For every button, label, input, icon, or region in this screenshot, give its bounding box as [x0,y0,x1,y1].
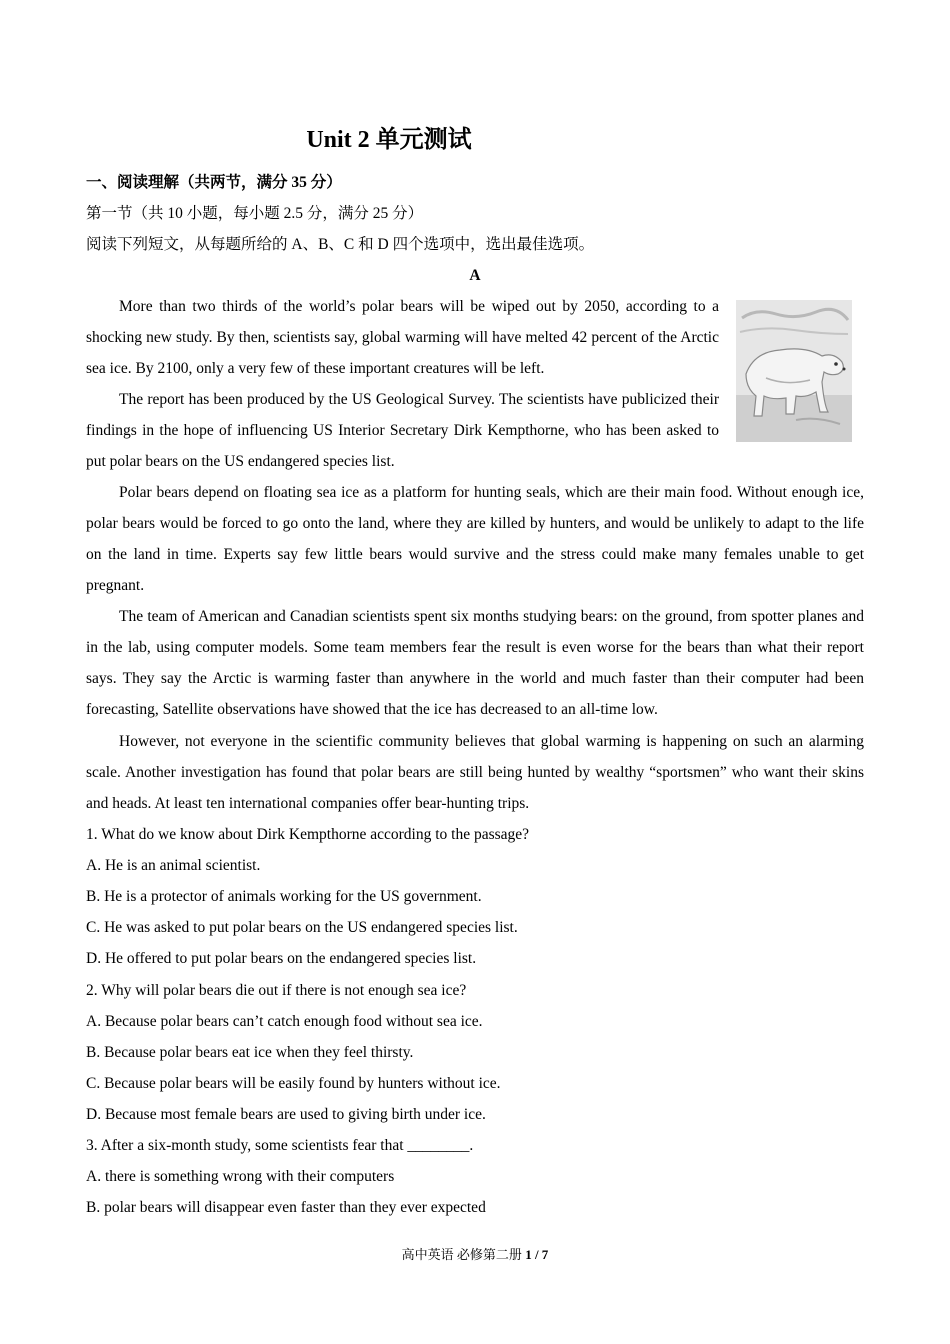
answer-option: D. Because most female bears are used to giving birth under ice. [86,1106,486,1123]
answer-option: A. there is something wrong with their computers [86,1168,395,1185]
part-heading: 第一节（共 10 小题，每小题 2.5 分，满分 25 分） [86,205,424,222]
footer-text: 高中英语 必修第二册 [401,1247,522,1262]
answer-option: C. Because polar bears will be easily found by hunters without ice. [86,1075,501,1092]
answer-option: A. He is an animal scientist. [86,857,261,874]
answer-option: D. He offered to put polar bears on the endangered species list. [86,950,477,967]
instructions: 阅读下列短文，从每题所给的 A、B、C 和 D 四个选项中，选出最佳选项。 [86,236,595,253]
answer-option: B. He is a protector of animals working for the US government. [86,888,482,905]
answer-option: A. Because polar bears can’t catch enough food without sea ice. [86,1013,483,1030]
paragraph: The team of American and Canadian scientists spent six months studying bears: on the ground, from spotter planes and in the lab, using computer models. Some team members fear the result is even worse for the bears than what their report says. They say the Arctic is warming faster than anywhere in the world and much faster than their computer had been forecasting, Satellite observations have showed that the ice has decreased to an all-time low. [86,608,864,718]
section-heading: 一、阅读理解（共两节，满分 35 分） [86,174,342,191]
question-stem: 1. What do we know about Dirk Kempthorne according to the passage? [86,826,530,843]
polar-bear-photo [736,300,852,442]
paragraph: The report has been produced by the US Geological Survey. The scientists have publicized their findings in the hope of influencing US Interior Secretary Dirk Kempthorne, who has been asked to put polar bears on the US endangered species list. [86,391,719,470]
paragraph: However, not everyone in the scientific community believes that global warming is happening on such an alarming scale. Another investigation has found that polar bears are still being hunted by wealthy “sportsmen” who want their skins and heads. At least ten international companies offer bear-hunting trips. [86,733,864,812]
page-number: 1 / 7 [525,1247,549,1262]
passage-label: A [469,267,481,284]
answer-option: B. Because polar bears eat ice when they feel thirsty. [86,1044,414,1061]
question-stem: 2. Why will polar bears die out if there is not enough sea ice? [86,982,467,999]
paragraph: More than two thirds of the world’s polar bears will be wiped out by 2050, according to a shocking new study. By then, scientists say, global warming will have melted 42 percent of the Arctic sea ice. By 2100, only a very few of these important creatures will be left. [86,298,719,377]
paragraph: Polar bears depend on floating sea ice as a platform for hunting seals, which are their main food. Without enough ice, polar bears would be forced to go onto the land, where they are killed by hunters, and would be unlikely to adapt to the life on the land in time. Experts say few little bears would survive and the stress could make many females unable to get pregnant. [86,484,864,594]
page-title: Unit 2 单元测试 [306,127,472,153]
polar-bear-illustration [736,300,852,442]
page-footer [0,1245,950,1265]
answer-option: C. He was asked to put polar bears on the US endangered species list. [86,919,518,936]
answer-option: B. polar bears will disappear even faster than they ever expected [86,1199,486,1216]
question-stem: 3. After a six-month study, some scientists fear that ________. [86,1137,474,1154]
